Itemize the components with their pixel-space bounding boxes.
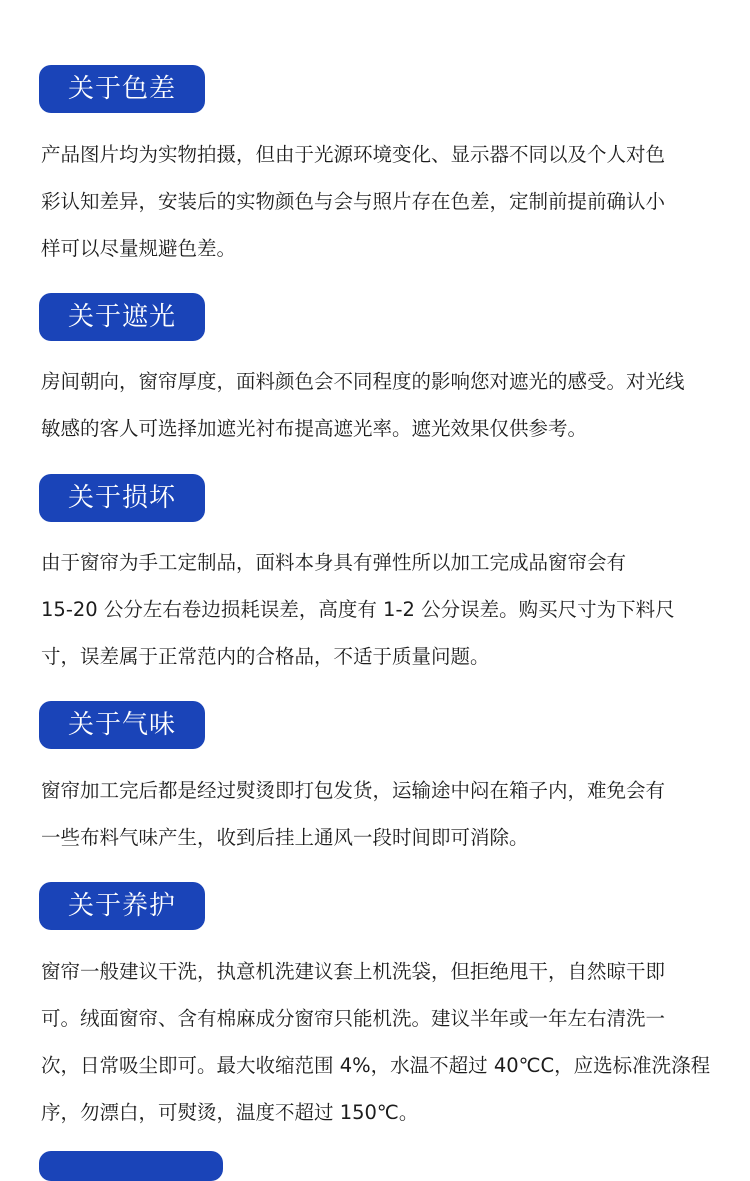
section-body-smell xyxy=(41,767,713,861)
text-line: 次，日常吸尘即可。最大收缩范围 4%，水温不超过 40℃C，应选标准洗涤程 xyxy=(41,1054,711,1077)
text-line: 彩认知差异，安装后的实物颜色与会与照片存在色差，定制前提前确认小 xyxy=(41,190,666,213)
section-heading-damage: 关于损坏 xyxy=(39,474,205,522)
section-heading-next-partial xyxy=(39,1151,223,1181)
section-heading-care: 关于养护 xyxy=(39,882,205,930)
section-body-color-difference xyxy=(41,131,713,272)
section-heading-smell: 关于气味 xyxy=(39,701,205,749)
text-line: 窗帘一般建议干洗，执意机洗建议套上机洗袋，但拒绝甩干，自然晾干即 xyxy=(41,960,666,983)
section-body-damage xyxy=(41,539,713,680)
text-line: 样可以尽量规避色差。 xyxy=(41,237,237,260)
text-line: 一些布料气味产生，收到后挂上通风一段时间即可消除。 xyxy=(41,826,529,849)
section-heading-color-difference: 关于色差 xyxy=(39,65,205,113)
text-line: 窗帘加工完后都是经过熨烫即打包发货，运输途中闷在箱子内，难免会有 xyxy=(41,779,666,802)
text-line: 产品图片均为实物拍摄，但由于光源环境变化、显示器不同以及个人对色 xyxy=(41,143,666,166)
text-line: 可。绒面窗帘、含有棉麻成分窗帘只能机洗。建议半年或一年左右清洗一 xyxy=(41,1007,666,1030)
text-line: 房间朝向，窗帘厚度，面料颜色会不同程度的影响您对遮光的感受。对光线 xyxy=(41,370,685,393)
text-line: 敏感的客人可选择加遮光衬布提高遮光率。遮光效果仅供参考。 xyxy=(41,417,588,440)
text-line: 由于窗帘为手工定制品，面料本身具有弹性所以加工完成品窗帘会有 xyxy=(41,551,627,574)
text-line: 寸，误差属于正常范内的合格品，不适于质量问题。 xyxy=(41,645,490,668)
section-body-care xyxy=(41,948,713,1136)
text-line: 15-20 公分左右卷边损耗误差，高度有 1-2 公分误差。购买尺寸为下料尺 xyxy=(41,598,675,621)
section-body-shading xyxy=(41,358,713,452)
text-line: 序，勿漂白，可熨烫，温度不超过 150℃。 xyxy=(41,1101,419,1124)
section-heading-shading: 关于遮光 xyxy=(39,293,205,341)
